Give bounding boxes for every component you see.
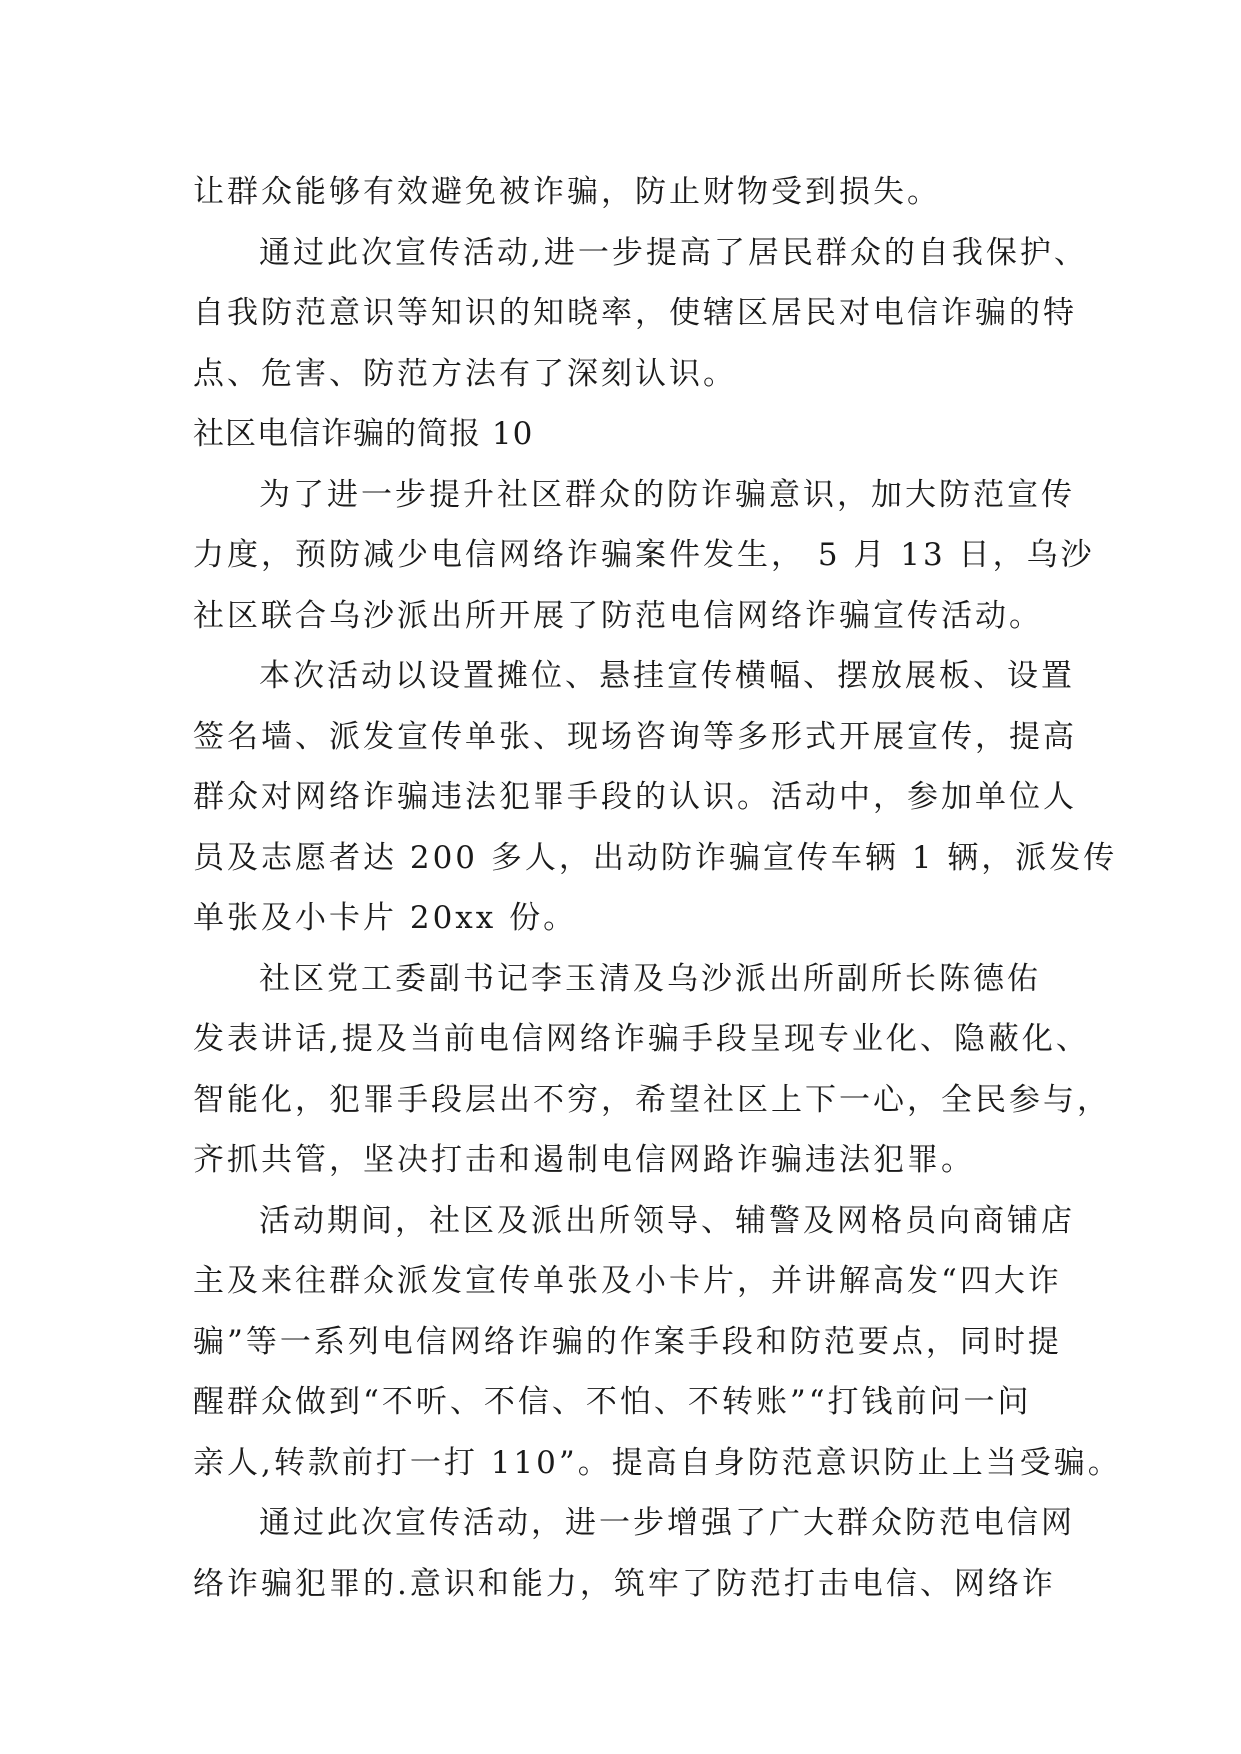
paragraph-first-line: 活动期间，社区及派出所领导、辅警及网格员向商铺店	[259, 1202, 1075, 1239]
section-heading: 社区电信诈骗的简报 10	[193, 416, 534, 452]
document-body	[193, 162, 1122, 1614]
text-line: 发表讲话,提及当前电信网络诈骗手段呈现专业化、隐蔽化、	[193, 1021, 1090, 1057]
text-line: 亲人,转款前打一打 110”。提高自身防范意识防止上当受骗。	[193, 1444, 1122, 1481]
text-line: 社区联合乌沙派出所开展了防范电信网络诈骗宣传活动。	[193, 597, 1043, 634]
text-line: 醒群众做到“不听、不信、不怕、不转账”“打钱前问一问	[193, 1384, 1032, 1420]
text-line: 点、危害、防范方法有了深刻认识。	[193, 355, 737, 392]
text-line: 签名墙、派发宣传单张、现场咨询等多形式开展宣传，提高	[193, 718, 1077, 755]
text-line: 单张及小卡片 20xx 份。	[193, 900, 578, 936]
text-line: 络诈骗犯罪的.意识和能力，筑牢了防范打击电信、网络诈	[193, 1565, 1056, 1602]
paragraph-first-line: 本次活动以设置摊位、悬挂宣传横幅、摆放展板、设置	[259, 658, 1075, 694]
text-line: 让群众能够有效避免被诈骗，防止财物受到损失。	[193, 174, 941, 210]
text-line: 智能化，犯罪手段层出不穷，希望社区上下一心，全民参与，	[193, 1081, 1111, 1118]
text-line: 骗”等一系列电信网络诈骗的作案手段和防范要点，同时提	[193, 1323, 1062, 1360]
text-line: 自我防范意识等知识的知晓率，使辖区居民对电信诈骗的特	[193, 295, 1077, 331]
text-line: 主及来往群众派发宣传单张及小卡片，并讲解高发“四大诈	[193, 1263, 1062, 1299]
text-line: 力度，预防减少电信网络诈骗案件发生， 5 月 13 日，乌沙	[193, 537, 1095, 573]
paragraph-first-line: 为了进一步提升社区群众的防诈骗意识，加大防范宣传	[259, 476, 1075, 513]
text-line: 员及志愿者达 200 多人，出动防诈骗宣传车辆 1 辆，派发传	[193, 839, 1118, 876]
text-line: 齐抓共管，坚决打击和遏制电信网路诈骗违法犯罪。	[193, 1142, 975, 1178]
paragraph-first-line: 通过此次宣传活动,进一步提高了居民群众的自我保护、	[259, 234, 1088, 271]
paragraph-first-line: 社区党工委副书记李玉清及乌沙派出所副所长陈德佑	[259, 960, 1041, 997]
paragraph-first-line: 通过此次宣传活动，进一步增强了广大群众防范电信网	[259, 1505, 1075, 1541]
text-line: 群众对网络诈骗违法犯罪手段的认识。活动中，参加单位人	[193, 779, 1077, 815]
